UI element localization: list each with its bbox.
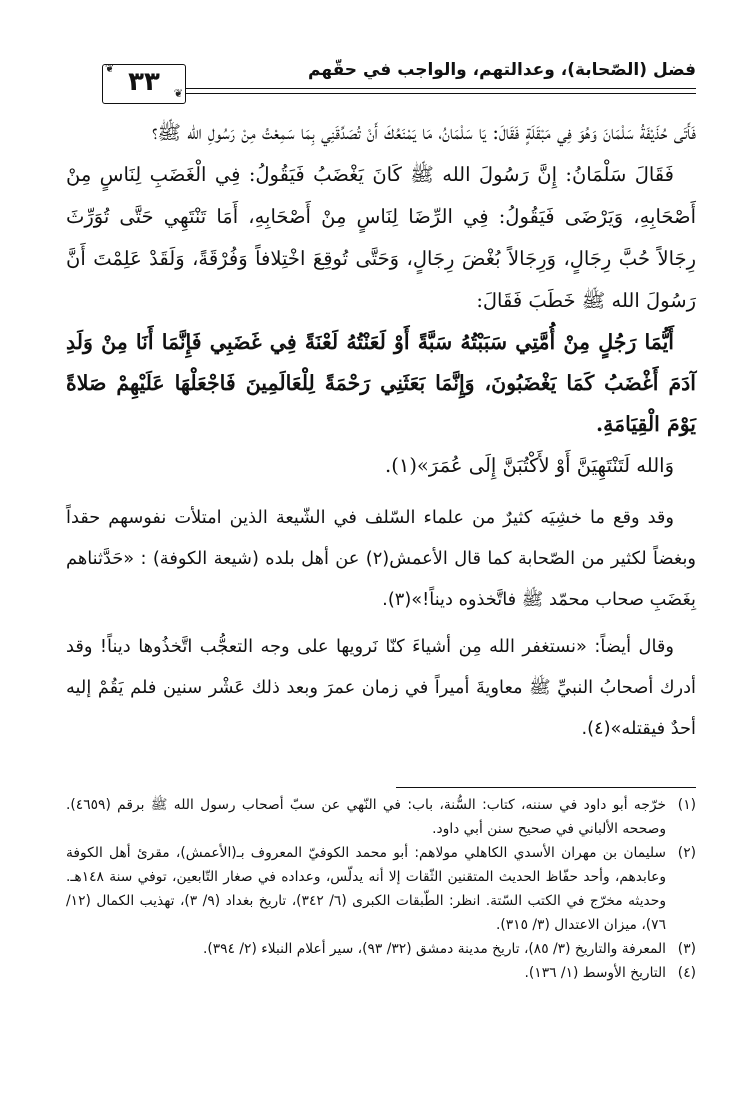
footnotes <box>66 793 696 985</box>
footnote-number: (٣) <box>677 941 696 957</box>
paragraph: فَأَتَى حُذَيْفَةُ سَلْمَانَ وَهُوَ فِي مَبْقَلَةٍ فَقَالَ: يَا سَلْمَانُ، مَا يَمْنَعُكَ أَنْ تُصَدِّقَنِي بِمَا سَمِعْتُ مِنْ رَسُولِ الله ﷺ؟ <box>152 121 696 144</box>
footnote-text: المعرفة والتاريخ (٣/ ٨٥)، تاريخ مدينة دمشق (٣٢/ ٩٣)، سير أعلام النبلاء (٢/ ٣٩٤). <box>202 941 666 957</box>
footnote <box>66 841 696 937</box>
footnote-text: سليمان بن مهران الأسدي الكاهلي مولاهم: أبو محمد الكوفيّ المعروف بـ(الأعمش)، مقرئ أهل الكوفة وعابدهم، وأحد حفّاظ الحديث المتقنين الثّقات إلا أنه يدلّس، وعداده في صغار التّابعين، توفي سنة ١٤٨هـ. وحديثه مخرّج في الكتب السّتة. انظر: الطّبقات الكبرى (٦/ ٣٤٢)، تاريخ بغداد (٩/ ٣)، تهذيب الكمال (١٢/ ٧٦)، ميزان الاعتدال (٣/ ٣١٥). <box>66 845 666 933</box>
footnote-separator <box>396 787 696 788</box>
header-rule <box>126 88 696 89</box>
footnote-text: التاريخ الأوسط (١/ ١٣٦). <box>524 965 666 981</box>
footnote <box>66 937 696 961</box>
footnote <box>66 793 696 841</box>
page-number: ٣٣ <box>128 67 160 97</box>
main-text <box>66 112 696 749</box>
hadith-quote: أَيُّمَا رَجُلٍ مِنْ أُمَّتِي سَبَبْتُهُ سَبَّةً أَوْ لَعَنْتُهُ لَعْنَةً فِي غَضَبِي فَإِنَّمَا أَنَا مِنْ وَلَدِ آدَمَ أَغْضَبُ كَمَا يَغْضَبُونَ، وَإِنَّمَا بَعَثَنِي رَحْمَةً لِلْعَالَمِينَ فَاجْعَلْهَا عَلَيْهِمْ صَلاةً يَوْمَ الْقِيَامَةِ. <box>66 330 696 436</box>
running-title: فضل (الصّحابة)، وعدالتهم، والواجب في حقّهم <box>308 60 696 80</box>
header-rule <box>126 93 696 94</box>
floral-ornament-icon: ❦ <box>173 87 183 100</box>
footnote-number: (٢) <box>677 845 696 861</box>
footnote-number: (١) <box>677 797 696 813</box>
paragraph: وقد وقع ما خشِيَه كثيرٌ من علماء السّلف في الشّيعة الذين امتلأت نفوسهم حقداً وبغضاً لكثير من الصّحابة كما قال الأعمش(٢) عن أهل بلده (شيعة الكوفة) : «حَدَّثناهم بِغَضَبِ صحاب محمّد ﷺ فاتَّخذوه ديناً!»(٣). <box>66 507 697 610</box>
footnote-number: (٤) <box>677 965 696 981</box>
paragraph: وقال أيضاً: «نستغفر الله مِن أشياءَ كنّا نَرويها على وجه التعجُّب اتَّخذُوها ديناً! وقد أدرك أصحابُ النبيِّ ﷺ معاويةَ أميراً في زمان عمرَ وبعد ذلك عَشْر سنين فلم يَقُمْ إليه أحدٌ فيقتله»(٤). <box>66 636 696 739</box>
paragraph: فَقَالَ سَلْمَانُ: إِنَّ رَسُولَ الله ﷺ كَانَ يَغْضَبُ فَيَقُولُ: فِي الْغَضَبِ لِنَاسٍ مِنْ أَصْحَابِهِ، وَيَرْضَى فَيَقُولُ: فِي الرِّضَا لِنَاسٍ مِنْ أَصْحَابِهِ، أَمَا تَنْتَهِي حَتَّى تُوَرِّثَ رِجَالاً حُبَّ رِجَالٍ، وَرِجَالاً بُغْضَ رِجَالٍ، وَحَتَّى تُوقِعَ اخْتِلافاً وَفُرْقَةً، وَلَقَدْ عَلِمْتَ أَنَّ رَسُولَ الله ﷺ خَطَبَ فَقَالَ: <box>66 163 696 312</box>
footnote <box>66 961 696 985</box>
footnote-text: خرّجه أبو داود في سننه، كتاب: السُّنة، باب: في النّهي عن سبّ أصحاب رسول الله ﷺ برقم (٤٦٥٩). وصححه الألباني في صحيح سنن أبي داود. <box>66 797 666 837</box>
page-header <box>66 56 696 106</box>
page-number-frame <box>102 64 186 104</box>
paragraph: وَالله لَتَنْتَهِيَنَّ أَوْ لأَكْتُبَنَّ إِلَى عُمَرَ»(١). <box>385 454 674 477</box>
floral-ornament-icon: ❦ <box>105 62 115 75</box>
